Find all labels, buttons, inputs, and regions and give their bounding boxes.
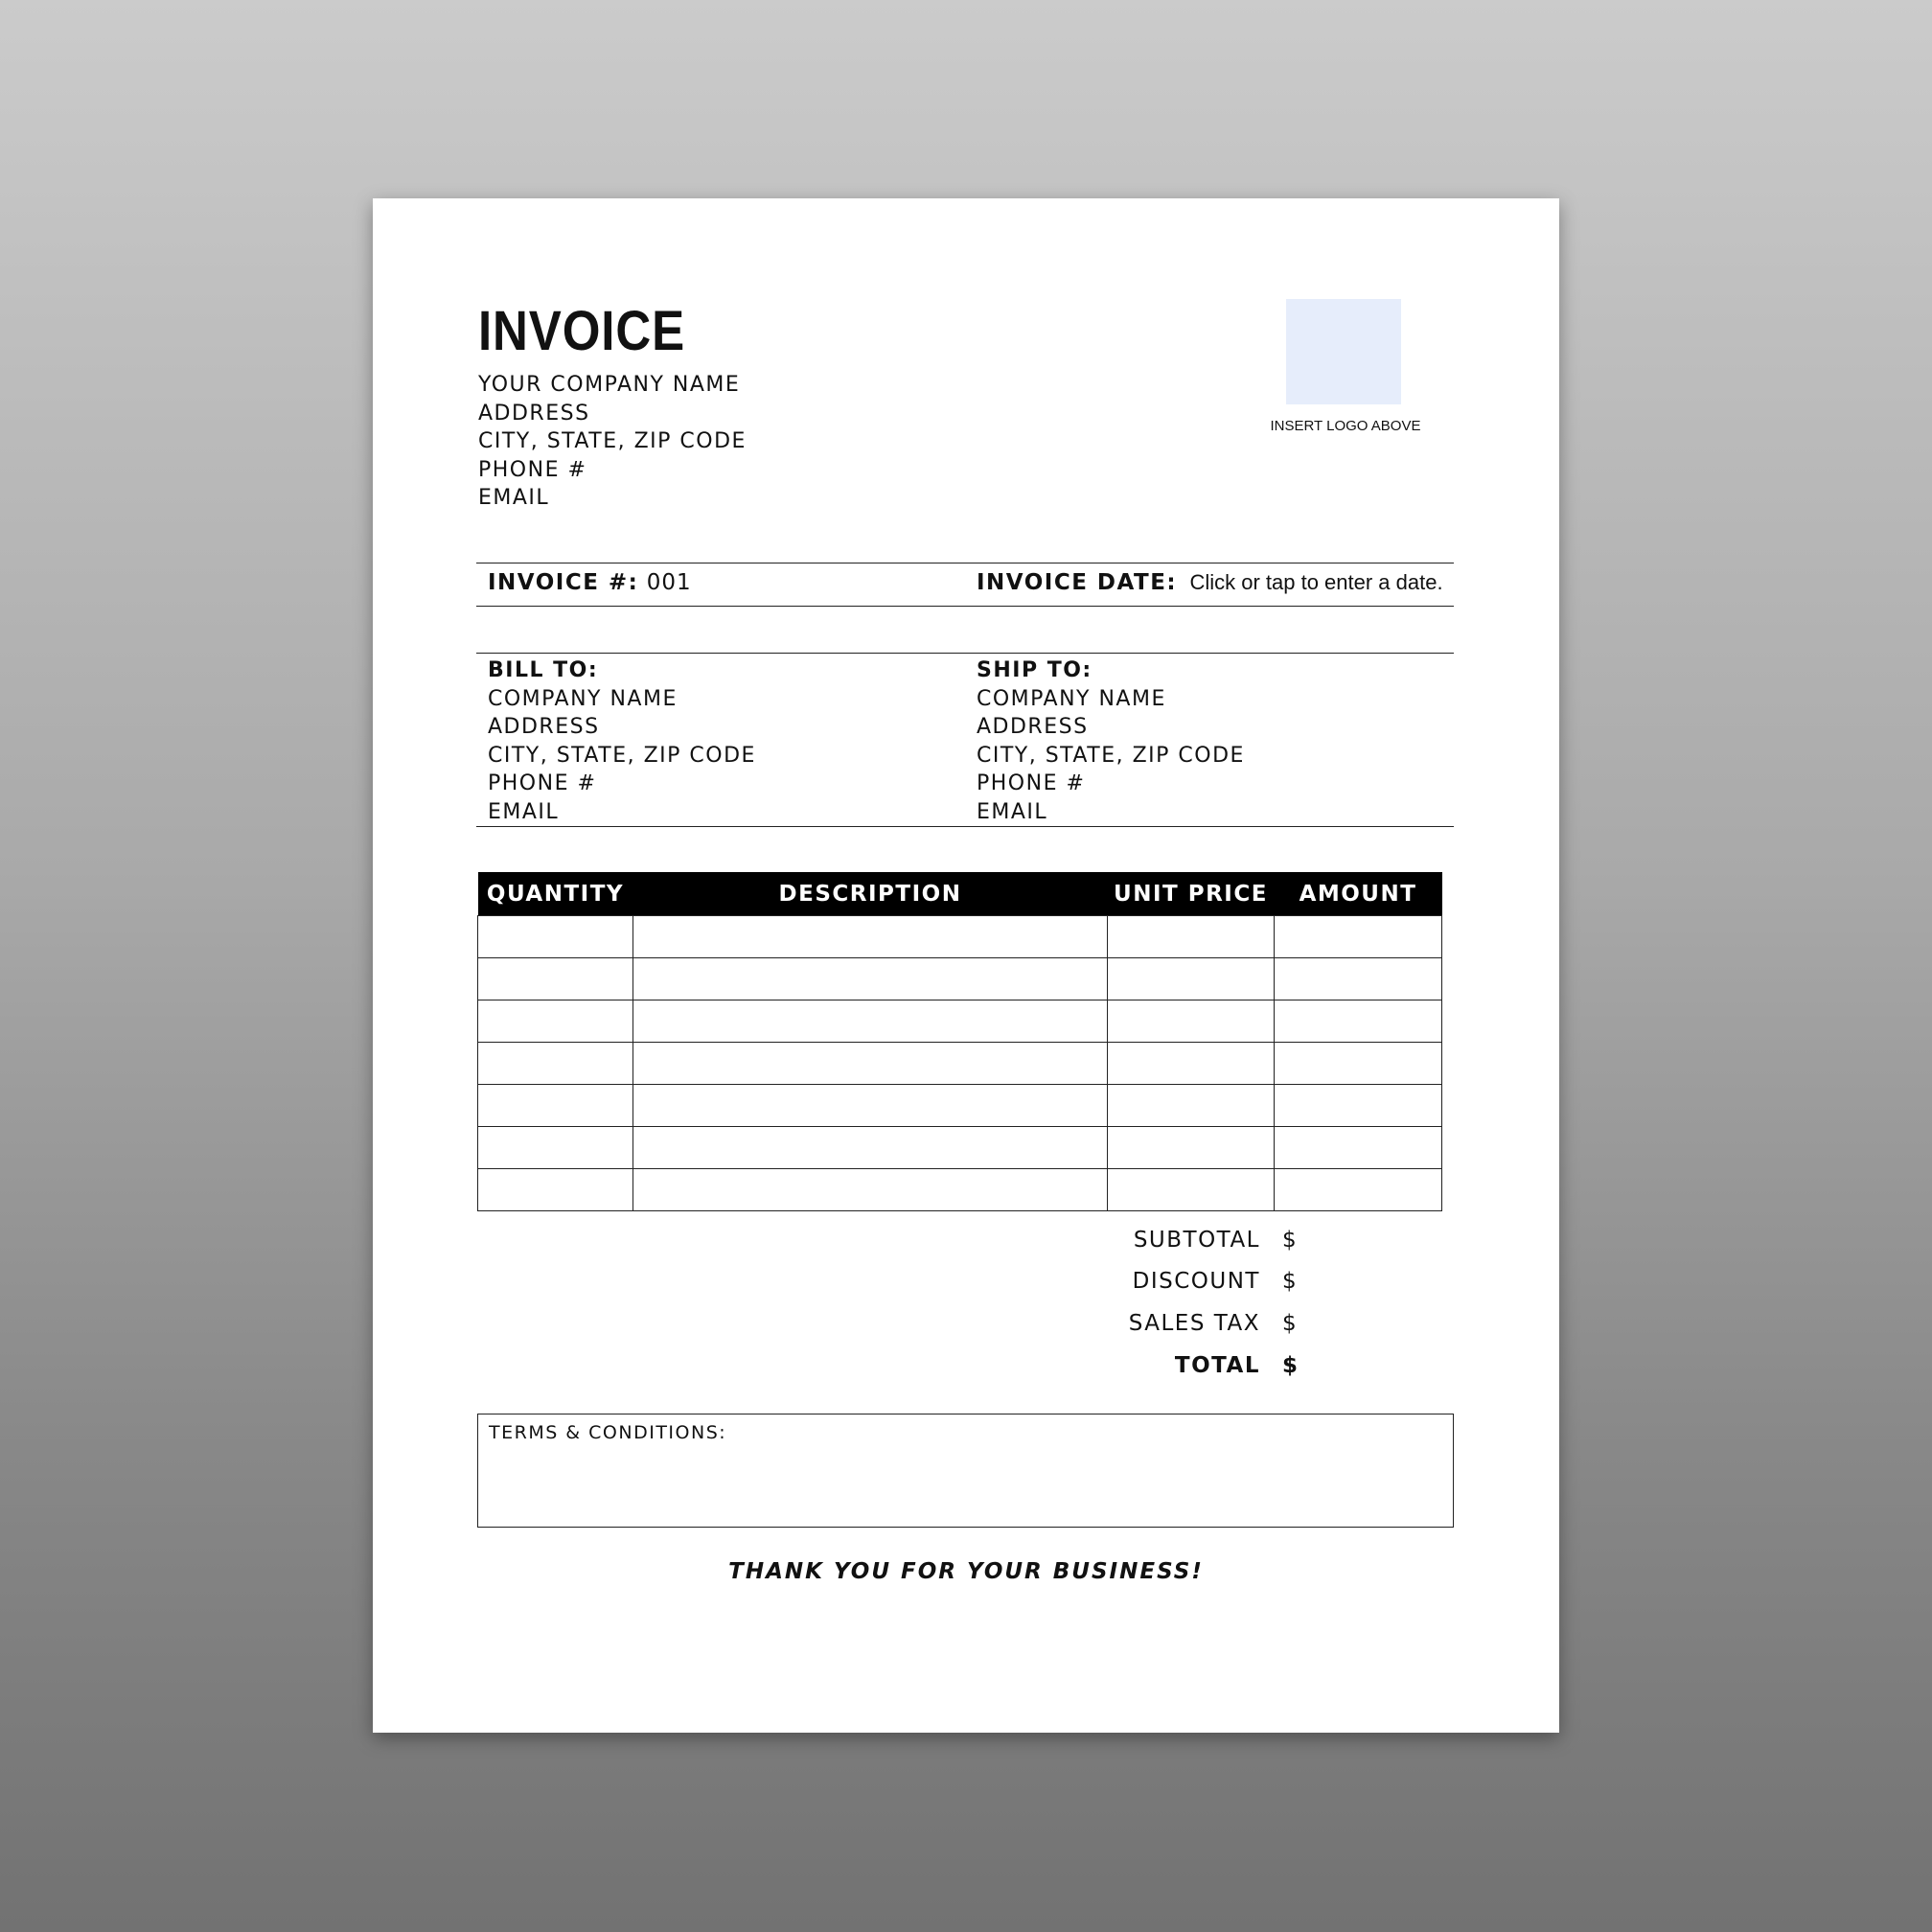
- items-header-row: [478, 872, 1442, 916]
- unit-price-cell[interactable]: [1108, 1000, 1275, 1043]
- subtotal-label: SUBTOTAL: [1133, 1227, 1260, 1253]
- description-cell[interactable]: [633, 1127, 1108, 1169]
- bill-to-company[interactable]: COMPANY NAME: [488, 686, 678, 711]
- unit-price-cell[interactable]: [1108, 1085, 1275, 1127]
- company-address[interactable]: ADDRESS: [478, 401, 590, 426]
- quantity-cell[interactable]: [478, 1169, 633, 1211]
- divider: [476, 826, 1454, 827]
- amount-cell[interactable]: [1275, 1169, 1442, 1211]
- ship-to-company[interactable]: COMPANY NAME: [977, 686, 1166, 711]
- description-cell[interactable]: [633, 1085, 1108, 1127]
- column-header-quantity: QUANTITY: [478, 872, 633, 916]
- unit-price-cell[interactable]: [1108, 1043, 1275, 1085]
- amount-cell[interactable]: [1275, 1085, 1442, 1127]
- amount-cell[interactable]: [1275, 958, 1442, 1000]
- quantity-cell[interactable]: [478, 958, 633, 1000]
- bill-to-phone[interactable]: PHONE #: [488, 771, 597, 796]
- invoice-date-picker[interactable]: Click or tap to enter a date.: [1189, 570, 1443, 594]
- unit-price-cell[interactable]: [1108, 1169, 1275, 1211]
- bill-to-heading: BILL TO:: [488, 658, 599, 682]
- table-row: [478, 1043, 1442, 1085]
- discount-label: DISCOUNT: [1132, 1269, 1260, 1295]
- table-row: [478, 1085, 1442, 1127]
- bill-to-email[interactable]: EMAIL: [488, 799, 560, 824]
- quantity-cell[interactable]: [478, 1043, 633, 1085]
- amount-cell[interactable]: [1275, 1000, 1442, 1043]
- quantity-cell[interactable]: [478, 1127, 633, 1169]
- description-cell[interactable]: [633, 958, 1108, 1000]
- bill-to-address[interactable]: ADDRESS: [488, 715, 600, 740]
- invoice-number-label: INVOICE #:: [488, 570, 639, 595]
- totals-section: [967, 1219, 1350, 1386]
- sales-tax-row: [967, 1302, 1350, 1345]
- description-cell[interactable]: [633, 1169, 1108, 1211]
- ship-to-email[interactable]: EMAIL: [977, 799, 1048, 824]
- sales-tax-value[interactable]: $: [1282, 1310, 1297, 1336]
- ship-to-phone[interactable]: PHONE #: [977, 771, 1086, 796]
- column-header-description: DESCRIPTION: [633, 872, 1108, 916]
- quantity-cell[interactable]: [478, 916, 633, 958]
- invoice-page: [373, 198, 1559, 1733]
- unit-price-cell[interactable]: [1108, 1127, 1275, 1169]
- invoice-title: INVOICE: [478, 300, 686, 362]
- thank-you-message: THANK YOU FOR YOUR BUSINESS!: [728, 1559, 1204, 1584]
- table-row: [478, 1127, 1442, 1169]
- discount-row: [967, 1261, 1350, 1303]
- column-header-unit-price: UNIT PRICE: [1108, 872, 1275, 916]
- company-info: [478, 371, 747, 513]
- ship-to-section: [977, 656, 1245, 827]
- logo-placeholder[interactable]: [1286, 299, 1401, 404]
- table-row: [478, 958, 1442, 1000]
- sales-tax-label: SALES TAX: [1128, 1310, 1260, 1336]
- subtotal-row: [967, 1219, 1350, 1261]
- total-row: [967, 1345, 1350, 1387]
- ship-to-address[interactable]: ADDRESS: [977, 715, 1089, 740]
- table-row: [478, 916, 1442, 958]
- total-label: TOTAL: [1174, 1352, 1260, 1378]
- invoice-number-value[interactable]: 001: [646, 570, 692, 595]
- quantity-cell[interactable]: [478, 1000, 633, 1043]
- unit-price-cell[interactable]: [1108, 916, 1275, 958]
- terms-label: TERMS & CONDITIONS:: [489, 1422, 727, 1443]
- divider: [476, 653, 1454, 654]
- divider: [476, 606, 1454, 607]
- company-name[interactable]: YOUR COMPANY NAME: [478, 373, 741, 397]
- description-cell[interactable]: [633, 916, 1108, 958]
- company-email[interactable]: EMAIL: [478, 486, 550, 511]
- invoice-date: [977, 570, 1443, 595]
- ship-to-heading: SHIP TO:: [977, 658, 1092, 682]
- subtotal-value[interactable]: $: [1282, 1227, 1297, 1253]
- discount-value[interactable]: $: [1282, 1269, 1297, 1295]
- ship-to-city-state-zip[interactable]: CITY, STATE, ZIP CODE: [977, 743, 1245, 768]
- total-value[interactable]: $: [1282, 1352, 1299, 1378]
- items-table: [477, 872, 1442, 1211]
- quantity-cell[interactable]: [478, 1085, 633, 1127]
- amount-cell[interactable]: [1275, 916, 1442, 958]
- amount-cell[interactable]: [1275, 1127, 1442, 1169]
- column-header-amount: AMOUNT: [1275, 872, 1442, 916]
- bill-to-city-state-zip[interactable]: CITY, STATE, ZIP CODE: [488, 743, 756, 768]
- table-row: [478, 1000, 1442, 1043]
- bill-to-section: [488, 656, 756, 827]
- invoice-date-label: INVOICE DATE:: [977, 570, 1178, 595]
- table-row: [478, 1169, 1442, 1211]
- company-city-state-zip[interactable]: CITY, STATE, ZIP CODE: [478, 429, 747, 454]
- logo-caption: INSERT LOGO ABOVE: [1270, 418, 1421, 434]
- company-phone[interactable]: PHONE #: [478, 457, 587, 482]
- invoice-number: [488, 570, 692, 595]
- unit-price-cell[interactable]: [1108, 958, 1275, 1000]
- divider: [476, 563, 1454, 564]
- description-cell[interactable]: [633, 1000, 1108, 1043]
- amount-cell[interactable]: [1275, 1043, 1442, 1085]
- terms-box[interactable]: [477, 1414, 1454, 1528]
- description-cell[interactable]: [633, 1043, 1108, 1085]
